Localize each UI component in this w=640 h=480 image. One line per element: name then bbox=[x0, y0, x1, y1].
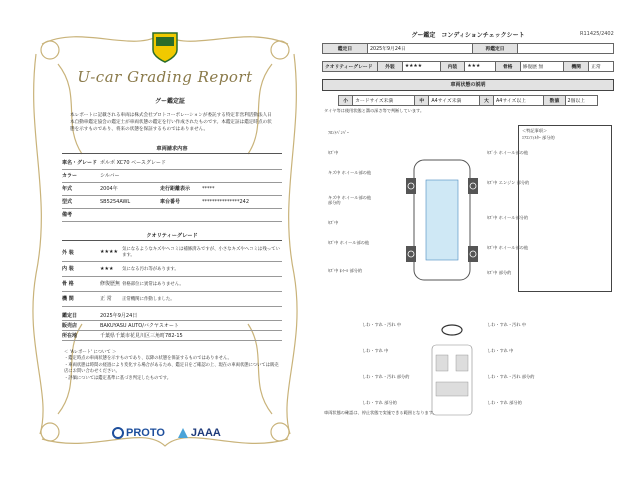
color-row bbox=[62, 169, 282, 183]
notes-row bbox=[62, 208, 282, 222]
size-small-value: カードサイズ未満 bbox=[353, 96, 415, 106]
jaaa-logo-text: JAAA bbox=[190, 427, 221, 439]
vehicle-name-value: ボルボ XC70 ベースグレード bbox=[100, 160, 166, 166]
size-large-label: 大 bbox=[479, 96, 493, 106]
color-value: シルバー bbox=[100, 173, 120, 179]
recheck-value bbox=[518, 44, 614, 54]
grade-engine-label: 機関 bbox=[564, 62, 589, 72]
mileage-label: 走行距離表示 bbox=[160, 186, 191, 192]
damage-label: ｷｽﾞ小 ホイール部の他 bbox=[487, 150, 529, 155]
interior-label: しわ・すれ 部分的 bbox=[362, 400, 397, 405]
sheet-code: R11425/2402 bbox=[580, 31, 614, 37]
year-row bbox=[62, 182, 282, 196]
shop-label: 販売店 bbox=[62, 322, 78, 329]
quality-row-exterior bbox=[62, 243, 282, 262]
certificate-title: グー鑑定証 bbox=[154, 98, 185, 105]
size-table bbox=[338, 95, 598, 106]
special-notes-title: ＜特記事項＞ bbox=[522, 128, 548, 133]
quality-desc: 正常機関に作動しました。 bbox=[122, 296, 175, 302]
quality-label: 機 関 bbox=[62, 296, 74, 302]
state-title: 車両状態の説明 bbox=[322, 79, 614, 91]
damage-label: ｷｽﾞ中 ﾎｲｰﾙ 部分的 bbox=[328, 268, 363, 273]
jaaa-mark-icon bbox=[177, 427, 189, 439]
quality-row-engine bbox=[62, 291, 282, 307]
grade-exterior-label: 外装 bbox=[378, 62, 403, 72]
sheet-title bbox=[322, 30, 614, 40]
vehicle-name-label: 車名・グレード bbox=[62, 160, 98, 166]
mileage-value: ***** bbox=[202, 185, 215, 192]
damage-label: ｷｽﾞ中 部分的 bbox=[487, 270, 512, 275]
grade-exterior-value: ★★★★ bbox=[402, 62, 440, 72]
proto-mark-icon bbox=[112, 427, 124, 439]
damage-label: キズ中 ホイール部の他 部分的 bbox=[328, 195, 372, 206]
grade-interior-value: ★★★ bbox=[465, 62, 495, 72]
interior-label: しわ・すれ・汚れ 部分的 bbox=[362, 374, 410, 379]
damage-label: ｷｽﾞ中 ホイール部の他 bbox=[487, 245, 529, 250]
car-interior-diagram bbox=[422, 320, 482, 420]
note-line: ・鑑定時点の車両状態を示すものであり、以降の状態を保証するものではありません。 bbox=[64, 356, 232, 362]
quality-section-heading: クオリティーグレード bbox=[62, 232, 282, 241]
note-line: ・車両状態は時間の経過により変化する場合があるため、鑑定日をご確認の上、現在の車両状態については販売店にお問い合わせください。 bbox=[64, 362, 279, 375]
size-medium-value: A4サイズ未満 bbox=[429, 96, 479, 106]
interior-label: しわ・すれ・汚れ 中 bbox=[362, 322, 402, 327]
color-label: カラー bbox=[62, 173, 78, 179]
date-value: 2025年9月24日 bbox=[368, 44, 473, 54]
interior-label: しわ・すれ 部分的 bbox=[487, 400, 522, 405]
grade-table bbox=[322, 61, 614, 72]
grade-label: クオリティーグレード bbox=[323, 62, 378, 72]
quality-desc: 気になる汚れ等があります。 bbox=[122, 266, 179, 272]
interior-label: しわ・すれ 中 bbox=[487, 348, 514, 353]
size-large-value: A4サイズ以上 bbox=[493, 96, 543, 106]
quality-stars: 修復歴無 bbox=[100, 281, 121, 287]
special-notes-box bbox=[518, 125, 612, 292]
size-count-value: 2個以上 bbox=[565, 96, 597, 106]
model-label: 型式 bbox=[62, 199, 73, 205]
damage-label: ｷｽﾞ中 ホイール部分的 bbox=[487, 215, 529, 220]
proto-logo-text: PROTO bbox=[126, 427, 165, 439]
note-line: ・評価については鑑定基準に基づき判定したものです。 bbox=[64, 375, 171, 381]
size-count-label: 数値 bbox=[544, 96, 565, 106]
date-table bbox=[322, 43, 614, 54]
date-label: 鑑定日 bbox=[323, 44, 368, 54]
goo-appraisal-badge bbox=[148, 30, 182, 64]
car-topview-diagram bbox=[392, 150, 492, 290]
condition-check-sheet bbox=[322, 30, 614, 450]
grade-frame-value: 修復歴 無 bbox=[520, 62, 564, 72]
damage-label: ﾌﾛﾝﾄﾊﾞﾝﾊﾟｰ bbox=[328, 130, 349, 135]
recheck-label: 再鑑定日 bbox=[473, 44, 518, 54]
chassis-value: ***************242 bbox=[202, 198, 250, 205]
damage-label: ｷｽﾞ中 ホイール部の他 bbox=[328, 240, 370, 245]
size-medium-label: 中 bbox=[415, 96, 429, 106]
address-value: 千葉県千葉市花見川区三角町782-15 bbox=[100, 332, 183, 339]
quality-desc: 気になるようなキズやヘコミは補修済みですが、小さなキズやヘコミは残っています。 bbox=[122, 247, 280, 258]
quality-label: 内 装 bbox=[62, 266, 74, 272]
year-label: 年式 bbox=[62, 186, 73, 192]
chassis-label: 車台番号 bbox=[160, 199, 181, 205]
model-row bbox=[62, 195, 282, 209]
year-value: 2004年 bbox=[100, 186, 118, 192]
grade-engine-value: 正常 bbox=[589, 62, 614, 72]
vehicle-name-row bbox=[62, 156, 282, 170]
sheet-title-text: グー鑑定 コンディションチェックシート bbox=[411, 32, 525, 39]
notes-title: ＜ 'Aレポート' について ＞ bbox=[64, 350, 117, 355]
address-row bbox=[62, 330, 282, 341]
report-notes bbox=[64, 350, 279, 382]
quality-label: 外 装 bbox=[62, 249, 74, 256]
intro-text: 本レポートに記載される車両は株式会社プロトコーポレーションが委託する特定非営利活動法人日本自動車鑑定協会の鑑定士が車両状態の鑑定を行い作成されたものです。本鑑定証は鑑定時点の状態を示すものであり、将来の状態を保証するものではありません。 bbox=[70, 113, 272, 132]
sheet-footer: 車両状態の確認は、停止状態で実施できる範囲となります。 bbox=[324, 410, 437, 415]
grade-frame-label: 骨格 bbox=[495, 62, 520, 72]
quality-row-interior bbox=[62, 261, 282, 277]
damage-label: ｷｽﾞ中 bbox=[328, 150, 339, 155]
damage-label: ｷｽﾞ中 エンジン 部分的 bbox=[487, 180, 530, 185]
quality-row-frame bbox=[62, 276, 282, 292]
quality-stars: ★★★★ bbox=[100, 249, 118, 255]
logo-bar bbox=[112, 425, 252, 441]
grading-certificate bbox=[0, 0, 318, 480]
vehicle-section-heading: 車両請求内容 bbox=[62, 145, 282, 154]
damage-label: ｷｽﾞ中 bbox=[328, 220, 339, 225]
interior-label: しわ・すれ・汚れ 中 bbox=[487, 322, 527, 327]
address-label: 所在地 bbox=[62, 332, 78, 339]
interior-label: しわ・すれ・汚れ 部分的 bbox=[487, 374, 535, 379]
special-notes-text: ｴｱｺﾝﾌｨﾙﾀｰ 部分的 bbox=[522, 135, 555, 140]
quality-stars: ★★★ bbox=[100, 265, 114, 272]
shop-value: BAKUYASU AUTO/バクヤスオート bbox=[100, 322, 179, 329]
interior-label: しわ・すれ 中 bbox=[362, 348, 389, 353]
damage-label: キズ中 ホイール部の他 bbox=[328, 170, 372, 175]
quality-desc: 骨格部位に異常はありません。 bbox=[122, 281, 184, 287]
date-value: 2025年9月24日 bbox=[100, 312, 138, 319]
notes-label: 備考 bbox=[62, 212, 73, 218]
grade-interior-label: 内装 bbox=[440, 62, 465, 72]
model-value: SB5254AWL bbox=[100, 198, 131, 205]
proto-logo bbox=[112, 427, 165, 439]
report-script-title: U-car Grading Report bbox=[77, 68, 253, 86]
legend-text: タイヤ等は使用状態と溝の深さ等で判断しています。 bbox=[324, 108, 425, 113]
quality-stars: 正 常 bbox=[100, 296, 112, 302]
quality-label: 骨 格 bbox=[62, 281, 74, 287]
size-small-label: 小 bbox=[339, 96, 353, 106]
jaaa-logo bbox=[177, 427, 221, 439]
date-label: 鑑定日 bbox=[62, 312, 78, 319]
